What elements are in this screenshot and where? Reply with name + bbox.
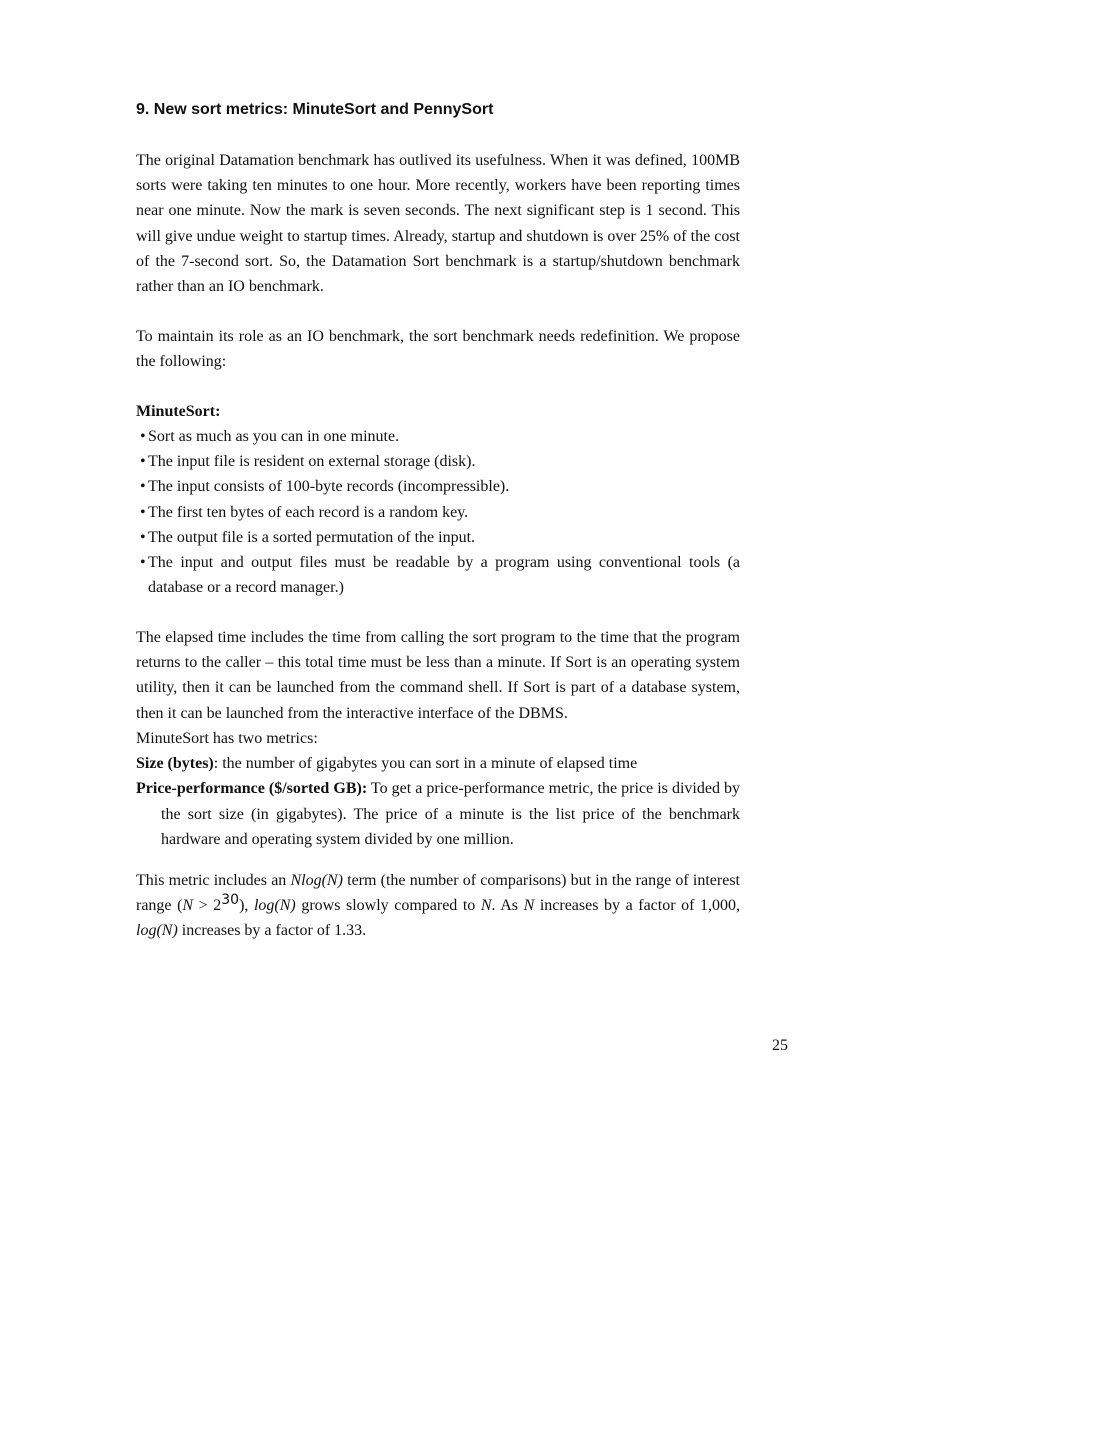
list-item: • The input file is resident on external storage (disk). — [136, 449, 740, 474]
metrics-section — [136, 730, 741, 852]
price-performance-metric — [136, 776, 740, 852]
bullet-icon: • — [140, 478, 146, 496]
list-item: • The input consists of 100-byte records (incompressible). — [136, 474, 740, 499]
size-metric — [136, 751, 740, 776]
size-text: : the number of gigabytes you can sort in a minute of elapsed time — [213, 755, 638, 773]
paragraph-nlogn: This metric includes an Nlog(N) term (the number of comparisons) but in the range of interest range $(N > 2^{30})$, log(N) grows slowly compared to N. As N increases by a factor of 1,000, log(N) increases by a factor of 1.33. — [136, 872, 740, 940]
list-item: • Sort as much as you can in one minute. — [136, 424, 740, 449]
bullet-icon: • — [140, 453, 146, 471]
bullet-icon: • — [140, 554, 146, 572]
section-heading: 9. New sort metrics: MinuteSort and PennySort — [136, 101, 494, 118]
price-label: Price-performance ($/sorted GB): — [136, 780, 368, 798]
metrics-intro: MinuteSort has two metrics: — [136, 730, 318, 747]
minutesort-rules-list — [136, 424, 740, 600]
minutesort-title: MinuteSort: — [136, 403, 221, 420]
paragraph-elapsed-time: The elapsed time includes the time from calling the sort program to the time that the program returns to the caller – this total time must be less than a minute. If Sort is an operating system utility, then it can be launched from the command shell. If Sort is part of a database system, then it can be launched from the interactive interface of the DBMS. — [136, 629, 740, 722]
list-item: • The first ten bytes of each record is a random key. — [136, 500, 740, 525]
bullet-icon: • — [140, 428, 146, 445]
list-item: • The output file is a sorted permutation of the input. — [136, 525, 740, 550]
paragraph-redefinition: To maintain its role as an IO benchmark, the sort benchmark needs redefinition. We propose the following: — [136, 328, 740, 371]
paragraph-datamation: The original Datamation benchmark has outlived its usefulness. When it was defined, 100MB sorts were taking ten minutes to one hour. More recently, workers have been reporting times near one minute. Now the mark is seven seconds. The next significant step is 1 second. This will give undue weight to startup times. Already, startup and shutdown is over 25% of the cost of the 7-second sort. So, the Datamation Sort benchmark is a startup/shutdown benchmark rather than an IO benchmark. — [136, 152, 740, 296]
page-number: 25 — [772, 1037, 788, 1054]
size-label: Size (bytes) — [136, 755, 214, 773]
bullet-icon: • — [140, 528, 146, 546]
bullet-icon: • — [140, 503, 146, 521]
list-item: • The input and output files must be readable by a program using conventional tools (a database or a record manager.) — [136, 550, 740, 600]
price-text: To get a price-performance metric, the price is divided by the sort size (in gigabytes). The price of a minute is the list price of the benchmark hardware and operating system divided by one million. — [161, 780, 741, 848]
